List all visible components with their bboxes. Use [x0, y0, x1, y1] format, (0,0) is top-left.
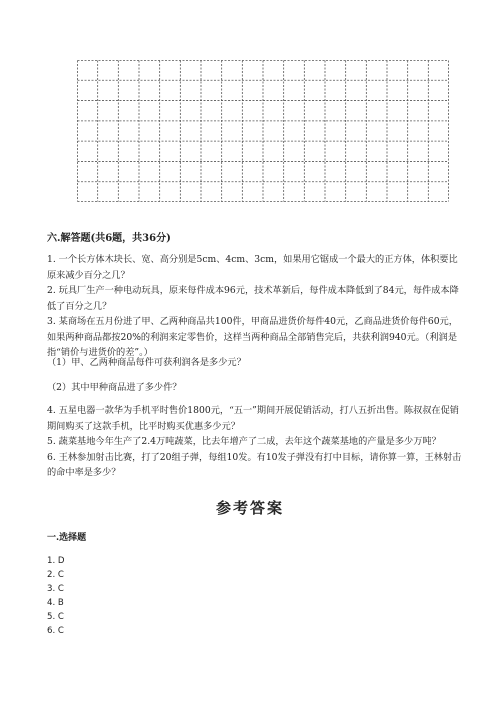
question-block: [47, 252, 462, 361]
question-4: 4. 五星电器一款华为手机平时售价1800元，“五一”期间开展促销活动，打八五折出售。陈叔叔在促销期间购买了这款手机，比平时购买优惠多少元？: [47, 405, 459, 432]
answer-item: 1. D: [47, 556, 65, 566]
answer-item: 6. C: [47, 626, 64, 636]
answer-item: 3. C: [47, 584, 64, 594]
question-5: 5. 蔬菜基地今年生产了2.4万吨蔬菜，比去年增产了二成，去年这个蔬菜基地的产量是多少万吨？: [47, 436, 441, 447]
answer-item: 5. C: [47, 612, 64, 622]
answer-grid: [77, 60, 449, 202]
question-1: 1. 一个长方体木块长、宽、高分别是5cm、4cm、3cm，如果用它锯成一个最大的正方体，体积要比原来减少百分之几？: [47, 254, 458, 281]
choice-section-title: 一.选择题: [47, 533, 87, 543]
answer-title: 参考答案: [215, 499, 284, 517]
answer-item: 2. C: [47, 570, 64, 580]
answer-list: [47, 554, 65, 638]
question-3-sub1-text: （1）甲、乙两种商品每件可获利润各是多少元？: [47, 357, 246, 368]
answer-item: 4. B: [47, 598, 64, 608]
section-title: 六.解答题(共6题，共36分): [47, 233, 171, 244]
question-6: 6. 王林参加射击比赛，打了20组子弹，每组10发。有10发子弹没有打中目标，请你算一算，王林射击的命中率是多少？: [47, 451, 462, 478]
question-3: 3. 某商场在五月份进了甲、乙两种商品共100件，甲商品进货价每件40元，乙商品进货价每件60元，如果两种商品都按20%的利润来定零售价，这样当两种商品全部销售完后，共获利润940元。（利润是指“销价与进货价的差”。）: [47, 316, 458, 358]
question-3-sub2-text: （2）其中甲种商品进了多少件？: [47, 382, 182, 393]
question-2: 2. 玩具厂生产一种电动玩具，原来每件成本96元，技术革新后，每件成本降低到了84元，每件成本降低了百分之几？: [47, 285, 459, 312]
question-3-sub2: [47, 380, 462, 396]
grid-svg: [77, 60, 449, 202]
question-3-sub1: [47, 355, 462, 371]
question-block-2: [47, 403, 462, 481]
